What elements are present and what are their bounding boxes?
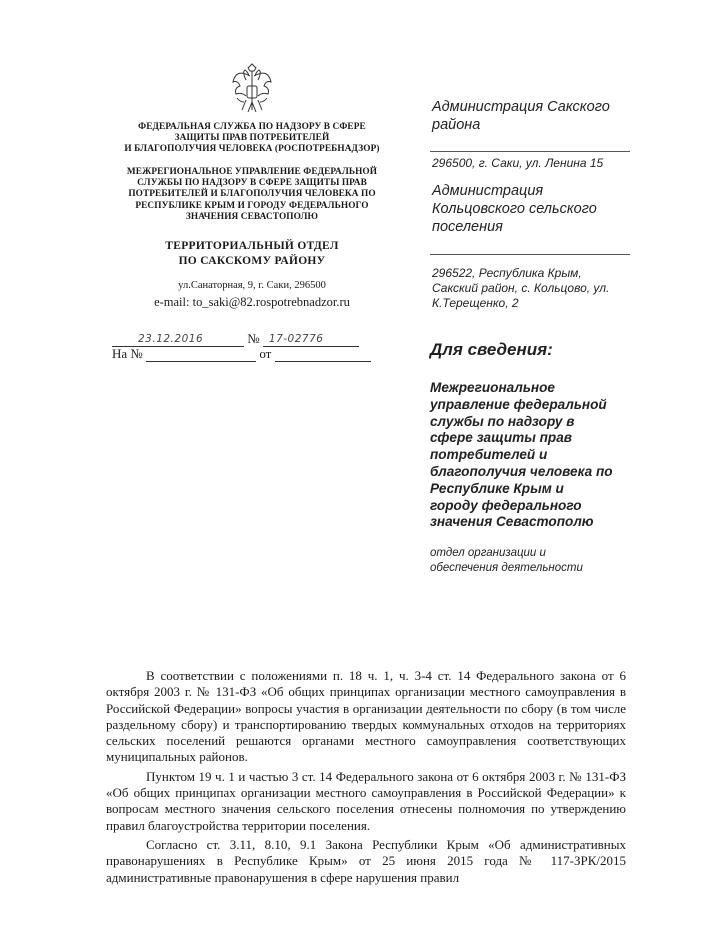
handwritten-number: 17-02776 — [268, 333, 324, 345]
body-paragraph: Согласно ст. 3.11, 8.10, 9.1 Закона Республики Крым «Об административных правонарушениях в Республике Крым» от 25 июня 2015 года № 117-ЗРК/2015 административные правонарушения в сфере нарушения правил — [106, 836, 626, 885]
sender-address: ул.Санаторная, 9, г. Саки, 296500 — [178, 280, 326, 291]
reply-number-field — [146, 347, 256, 362]
outgoing-reg-row — [112, 331, 359, 347]
sender-email: e-mail: to_saki@82.rospotrebnadzor.ru — [154, 295, 350, 309]
addressee-2-address: 296522, Республика Крым, Сакский район, с. Кольцово, ул. К.Терещенко, 2 — [432, 266, 610, 310]
for-info-heading: Для сведения: — [430, 340, 553, 359]
reply-label: На № — [112, 346, 143, 361]
number-label: № — [247, 331, 260, 346]
body-paragraph: В соответствии с положениями п. 18 ч. 1, ч. 3-4 ст. 14 Федерального закона от 6 октября 2003 г. № 131-ФЗ «Об общих принципах организации местного самоуправления в Российской Федерации» вопросы участия в организации деятельности по сбору (в том числе раздельному сбору) и транспортированию твердых коммунальных отходов на территориях сельских поселений решаются органами местного самоуправления соответствующих муниципальных районов. — [106, 668, 626, 765]
addressee-1-name: Администрация Сакского района — [432, 99, 610, 133]
divider — [430, 254, 630, 255]
divider — [430, 151, 630, 152]
number-field — [263, 332, 359, 347]
body-paragraph: Пунктом 19 ч. 1 и частью 3 ст. 14 Федерального закона от 6 октября 2003 г. № 131-ФЗ «Об общих принципах организации местного самоуправления в Российской Федерации» к вопросам местного значения сельского поселения отнесены полномочия по утверждению правил благоустройства территории поселения. — [106, 768, 626, 833]
info-agency-name: Межрегиональное управление федеральной службы по надзору в сфере защиты прав потребителей и благополучия человека по Республике Крым и городу федерального значения Севастополю — [430, 380, 613, 530]
handwritten-date: 23.12.2016 — [138, 333, 204, 345]
service-name: ФЕДЕРАЛЬНАЯ СЛУЖБА ПО НАДЗОРУ В СФЕРЕ ЗАЩИТЫ ПРАВ ПОТРЕБИТЕЛЕЙ И БЛАГОПОЛУЧИЯ ЧЕЛОВЕКА (РОСПОТРЕБНАДЗОР) — [124, 122, 380, 155]
from-label: от — [259, 346, 272, 361]
directorate-name: МЕЖРЕГИОНАЛЬНОЕ УПРАВЛЕНИЕ ФЕДЕРАЛЬНОЙ СЛУЖБЫ ПО НАДЗОРУ В СФЕРЕ ЗАЩИТЫ ПРАВ ПОТРЕБИТЕЛЕЙ И БЛАГОПОЛУЧИЯ ЧЕЛОВЕКА ПО РЕСПУБЛИКЕ КРЫМ И ГОРОДУ ФЕДЕРАЛЬНОГО ЗНАЧЕНИЯ СЕВАСТОПОЛЮ — [126, 167, 378, 222]
letter-body — [106, 668, 626, 889]
coat-of-arms-emblem — [230, 62, 274, 116]
reply-reg-row — [112, 346, 371, 362]
addressee-1-address: 296500, г. Саки, ул. Ленина 15 — [432, 156, 604, 170]
info-subdepartment: отдел организации и обеспечения деятельности — [430, 547, 583, 574]
date-field — [112, 332, 244, 347]
reply-date-field — [275, 347, 371, 362]
addressee-2-name: Администрация Кольцовского сельского поселения — [432, 183, 597, 235]
department-name: ТЕРРИТОРИАЛЬНЫЙ ОТДЕЛ ПО САКСКОМУ РАЙОНУ — [165, 240, 339, 267]
